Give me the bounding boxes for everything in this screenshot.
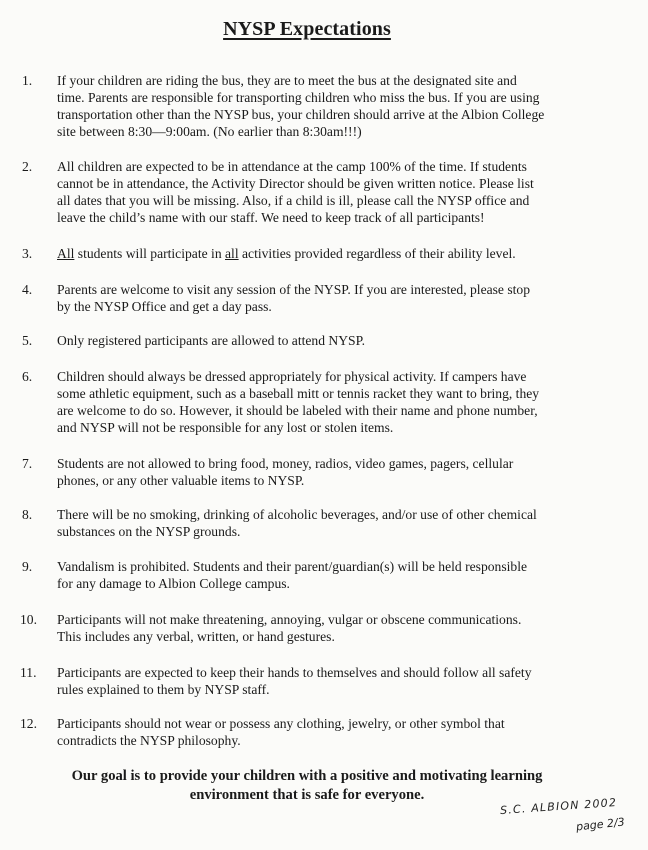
item-line: If your children are riding the bus, they are to meet the bus at the designated site and	[57, 73, 517, 88]
handwritten-note-line: page 2/3	[575, 815, 626, 834]
item-number: 10.	[20, 612, 37, 627]
item-line: time. Parents are responsible for transporting children who miss the bus. If you are using	[57, 90, 540, 105]
item-number: 2.	[22, 159, 33, 174]
item-text	[57, 506, 617, 540]
goal-line: Our goal is to provide your children with a positive and motivating learning	[71, 768, 543, 784]
item-number: 7.	[22, 456, 33, 471]
item-line: transportation other than the NYSP bus, your children should arrive at the Albion College	[57, 107, 545, 122]
item-line: by the NYSP Office and get a day pass.	[57, 299, 272, 314]
handwritten-note-line: S.C. ALBION 2002	[499, 795, 618, 818]
underlined-word: all	[225, 246, 239, 261]
item-line: All children are expected to be in attendance at the camp 100% of the time. If students	[57, 159, 527, 174]
item-line	[57, 245, 617, 262]
item-number: 9.	[22, 559, 33, 574]
item-line: Only registered participants are allowed to attend NYSP.	[57, 333, 366, 348]
item-number: 12.	[20, 716, 37, 731]
item-text	[57, 158, 617, 226]
item-line: are welcome to do so. However, it should be labeled with their name and phone number,	[57, 403, 538, 418]
item-number: 6.	[22, 369, 33, 384]
item-text	[57, 558, 617, 592]
item-text	[57, 245, 617, 262]
item-line: site between 8:30—9:00am. (No earlier than 8:30am!!!)	[57, 124, 362, 139]
item-number: 3.	[22, 246, 33, 261]
underlined-word: All	[57, 246, 75, 261]
item-line: Children should always be dressed appropriately for physical activity. If campers have	[57, 369, 527, 384]
item-line: Students are not allowed to bring food, money, radios, video games, pagers, cellular	[57, 456, 514, 471]
item-text	[57, 664, 617, 698]
item-text	[57, 72, 617, 140]
item-line: This includes any verbal, written, or hand gestures.	[57, 629, 335, 644]
item-line: rules explained to them by NYSP staff.	[57, 682, 270, 697]
item-line: contradicts the NYSP philosophy.	[57, 733, 241, 748]
page-title: NYSP Expectations	[223, 18, 391, 40]
item-line: cannot be in attendance, the Activity Director should be given written notice. Please list	[57, 176, 534, 191]
item-line: Parents are welcome to visit any session of the NYSP. If you are interested, please stop	[57, 282, 531, 297]
item-number: 5.	[22, 333, 33, 348]
item-text-part: students will participate in	[74, 246, 226, 261]
item-line: substances on the NYSP grounds.	[57, 524, 241, 539]
item-text	[57, 368, 617, 436]
item-text	[57, 455, 617, 489]
goal-line: environment that is safe for everyone.	[189, 787, 425, 803]
item-number: 11.	[20, 665, 37, 680]
item-line: Participants should not wear or possess any clothing, jewelry, or other symbol that	[57, 716, 505, 731]
item-line: Participants will not make threatening, annoying, vulgar or obscene communications.	[57, 612, 522, 627]
handwritten-note	[498, 795, 646, 838]
item-text	[57, 611, 617, 645]
item-line: leave the child’s name with our staff. We need to keep track of all participants!	[57, 210, 485, 225]
item-line: There will be no smoking, drinking of alcoholic beverages, and/or use of other chemical	[57, 507, 537, 522]
item-line: some athletic equipment, such as a baseball mitt or tennis racket they want to bring, they	[57, 386, 540, 401]
item-line: and NYSP will not be responsible for any lost or stolen items.	[57, 420, 394, 435]
item-line: Vandalism is prohibited. Students and their parent/guardian(s) will be held responsible	[57, 559, 528, 574]
item-text	[57, 715, 617, 749]
item-line: for any damage to Albion College campus.	[57, 576, 290, 591]
item-line: phones, or any other valuable items to NYSP.	[57, 473, 305, 488]
item-line: all dates that you will be missing. Also, if a child is ill, please call the NYSP office and	[57, 193, 530, 208]
item-number: 8.	[22, 507, 33, 522]
item-text	[57, 332, 617, 349]
item-number: 4.	[22, 282, 33, 297]
item-text-part: activities provided regardless of their ability level.	[238, 246, 516, 261]
item-text	[57, 281, 617, 315]
item-number: 1.	[22, 73, 33, 88]
item-line: Participants are expected to keep their hands to themselves and should follow all safety	[57, 665, 532, 680]
